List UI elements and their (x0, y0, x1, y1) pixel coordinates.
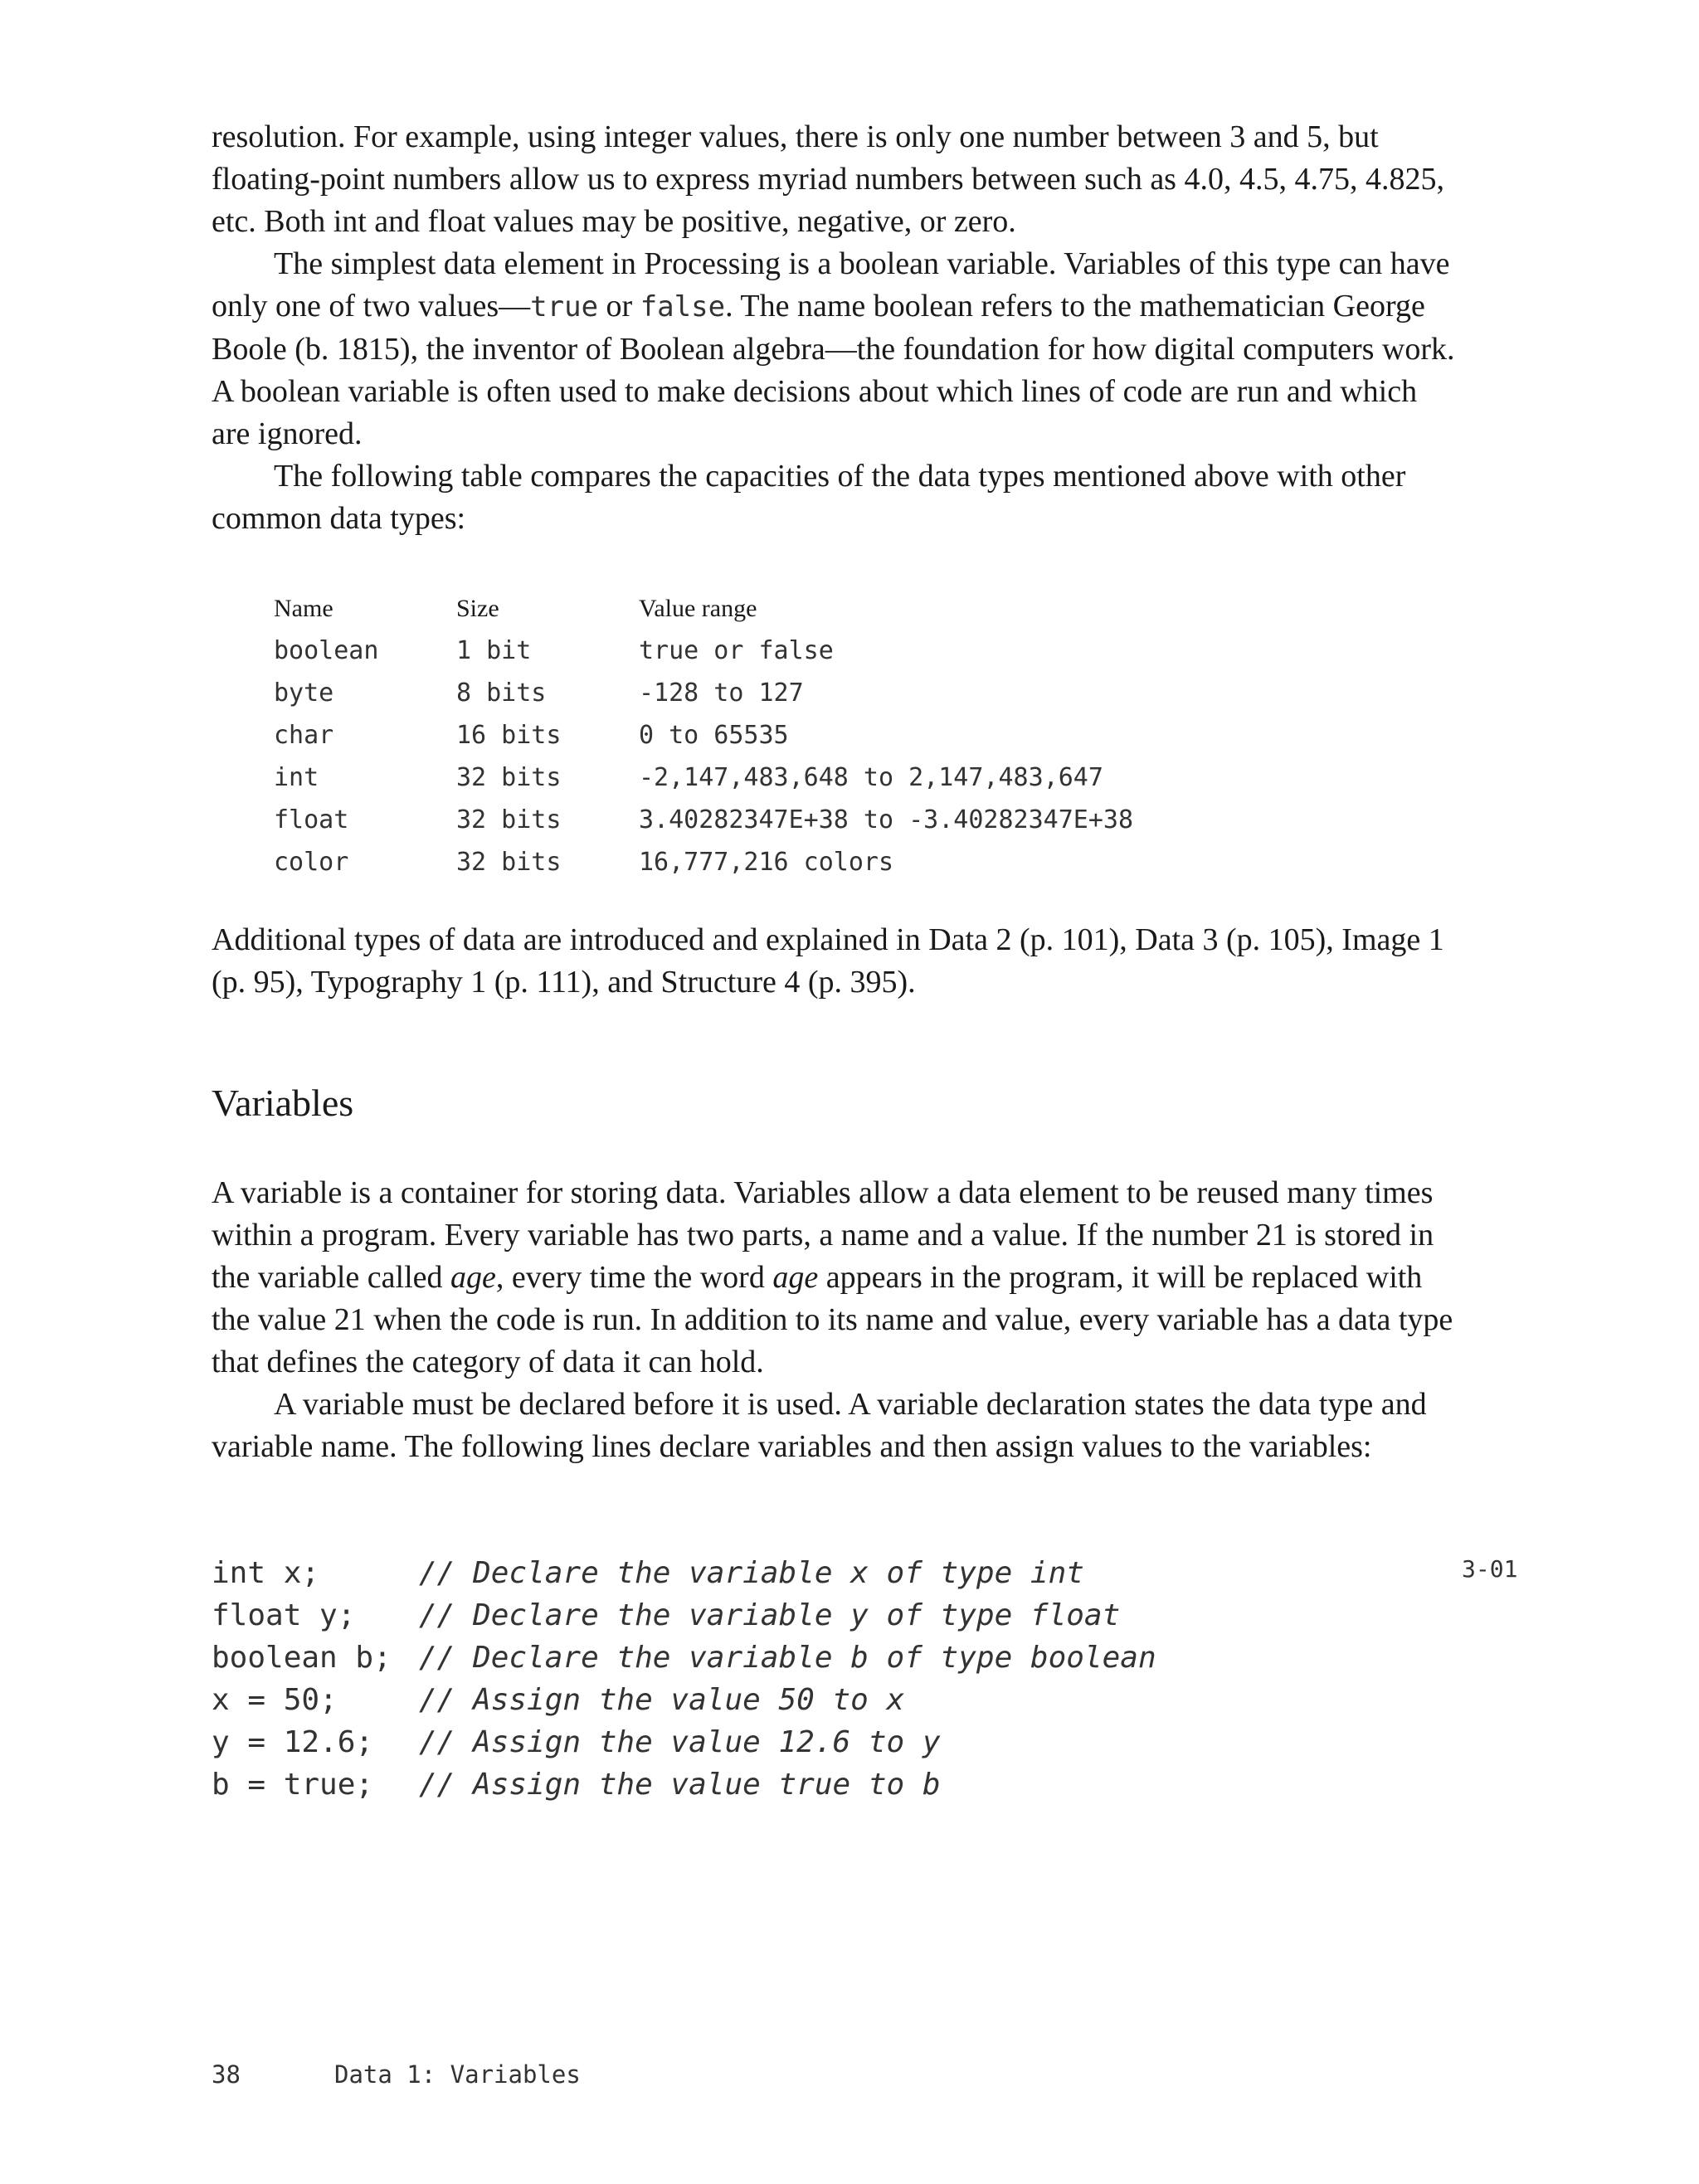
code-comment: // Assign the value 12.6 to y (419, 1725, 941, 1759)
paragraph-boolean-or: or (598, 289, 640, 323)
paragraph-additional-types: Additional types of data are introduced and explained in Data 2 (p. 101), Data 3 (p. 105), Image 1 (p. 95), Typography 1 (p. 111), and Structure 4 (p. 395). (212, 922, 1444, 1000)
table-cell-size: 32 bits (456, 763, 562, 792)
table-row (274, 630, 1302, 672)
table-cell-size: 1 bit (456, 636, 532, 665)
code-comment: // Declare the variable x of type int (419, 1556, 1084, 1590)
table-cell-size: 32 bits (456, 848, 562, 877)
additional-types-text (212, 919, 1456, 1004)
code-statement: x = 50; (212, 1683, 338, 1717)
table-cell-range: 0 to 65535 (639, 721, 789, 750)
intro-text-block (212, 116, 1456, 540)
table-row (274, 799, 1302, 841)
data-types-table (274, 587, 1302, 883)
code-statement: y = 12.6; (212, 1725, 374, 1759)
variables-text-block (212, 1172, 1456, 1468)
inline-code-false: false (640, 290, 726, 323)
table-row (274, 714, 1302, 756)
table-row (274, 756, 1302, 799)
paragraph-boolean-part1: The simplest data element in Processing is a boolean variable. Variables of this type can have only one of two values— (212, 246, 1450, 323)
paragraph-table-intro: The following table compares the capacities of the data types mentioned above with other common data types: (212, 459, 1406, 536)
code-line (212, 1679, 1156, 1721)
paragraph-variable-part1: A variable is a container for storing data. Variables allow a data element to be reused many times within a program. Every variable has two parts, a name and a value. If the number 21 is stored in the variable called (212, 1175, 1434, 1295)
table-header-row (274, 587, 1302, 630)
paragraph-variable-part3: appears in the program, it will be replaced with the value 21 when the code is run. In addition to its name and value, every variable has a data type that defines the category of data it can hold. (212, 1260, 1453, 1379)
term-age: age (450, 1260, 496, 1295)
table-cell-name: color (274, 848, 349, 877)
code-statement: b = true; (212, 1768, 374, 1802)
code-comment: // Declare the variable y of type float (419, 1598, 1121, 1632)
code-statement: int x; (212, 1556, 320, 1590)
code-line (212, 1637, 1156, 1679)
paragraph-resolution: resolution. For example, using integer values, there is only one number between 3 and 5, but floating-point numbers allow us to express myriad numbers between such as 4.0, 4.5, 4.75, 4.825, etc. Both int and float values may be positive, negative, or zero. (212, 119, 1444, 239)
code-statement: boolean b; (212, 1641, 392, 1675)
table-row (274, 672, 1302, 714)
page-number: 38 (212, 2060, 241, 2089)
table-cell-range: 16,777,216 colors (639, 848, 894, 877)
term-age: age (772, 1260, 819, 1295)
table-cell-size: 16 bits (456, 721, 562, 750)
code-example (212, 1552, 1156, 1806)
section-heading: Variables (212, 1082, 354, 1124)
table-cell-name: boolean (274, 636, 379, 665)
code-line (212, 1594, 1156, 1637)
table-header-range: Value range (639, 594, 757, 622)
paragraph-declaration: A variable must be declared before it is used. A variable declaration states the data type and variable name. The following lines declare variables and then assign values to the variables: (212, 1387, 1427, 1464)
table-cell-name: int (274, 763, 319, 792)
table-header-name: Name (274, 594, 333, 622)
table-row (274, 841, 1302, 883)
code-line (212, 1552, 1156, 1594)
table-cell-name: byte (274, 679, 334, 708)
table-cell-name: char (274, 721, 334, 750)
code-example-id: 3-01 (1462, 1555, 1518, 1583)
code-statement: float y; (212, 1598, 356, 1632)
table-cell-range: true or false (639, 636, 834, 665)
table-cell-range: -128 to 127 (639, 679, 804, 708)
table-cell-size: 32 bits (456, 805, 562, 834)
code-comment: // Assign the value true to b (419, 1768, 941, 1802)
table-cell-range: -2,147,483,648 to 2,147,483,647 (639, 763, 1103, 792)
table-cell-name: float (274, 805, 349, 834)
code-line (212, 1763, 1156, 1806)
paragraph-boolean-part2: . The name boolean refers to the mathematician George Boole (b. 1815), the inventor of Boolean algebra—the foundation for how digital computers work. A boolean variable is often used to make decisions about which lines of code are run and which are ignored. (212, 289, 1455, 451)
inline-code-true: true (530, 290, 599, 323)
code-comment: // Assign the value 50 to x (419, 1683, 905, 1717)
paragraph-boolean (212, 243, 1456, 455)
table-header-size: Size (456, 594, 499, 622)
table-cell-range: 3.40282347E+38 to -3.40282347E+38 (639, 805, 1134, 834)
running-footer: Data 1: Variables (334, 2060, 581, 2089)
code-line (212, 1721, 1156, 1763)
paragraph-variable-part2: , every time the word (495, 1260, 773, 1295)
paragraph-variable-definition (212, 1172, 1456, 1384)
code-comment: // Declare the variable b of type boolean (419, 1641, 1156, 1675)
table-cell-size: 8 bits (456, 679, 547, 708)
